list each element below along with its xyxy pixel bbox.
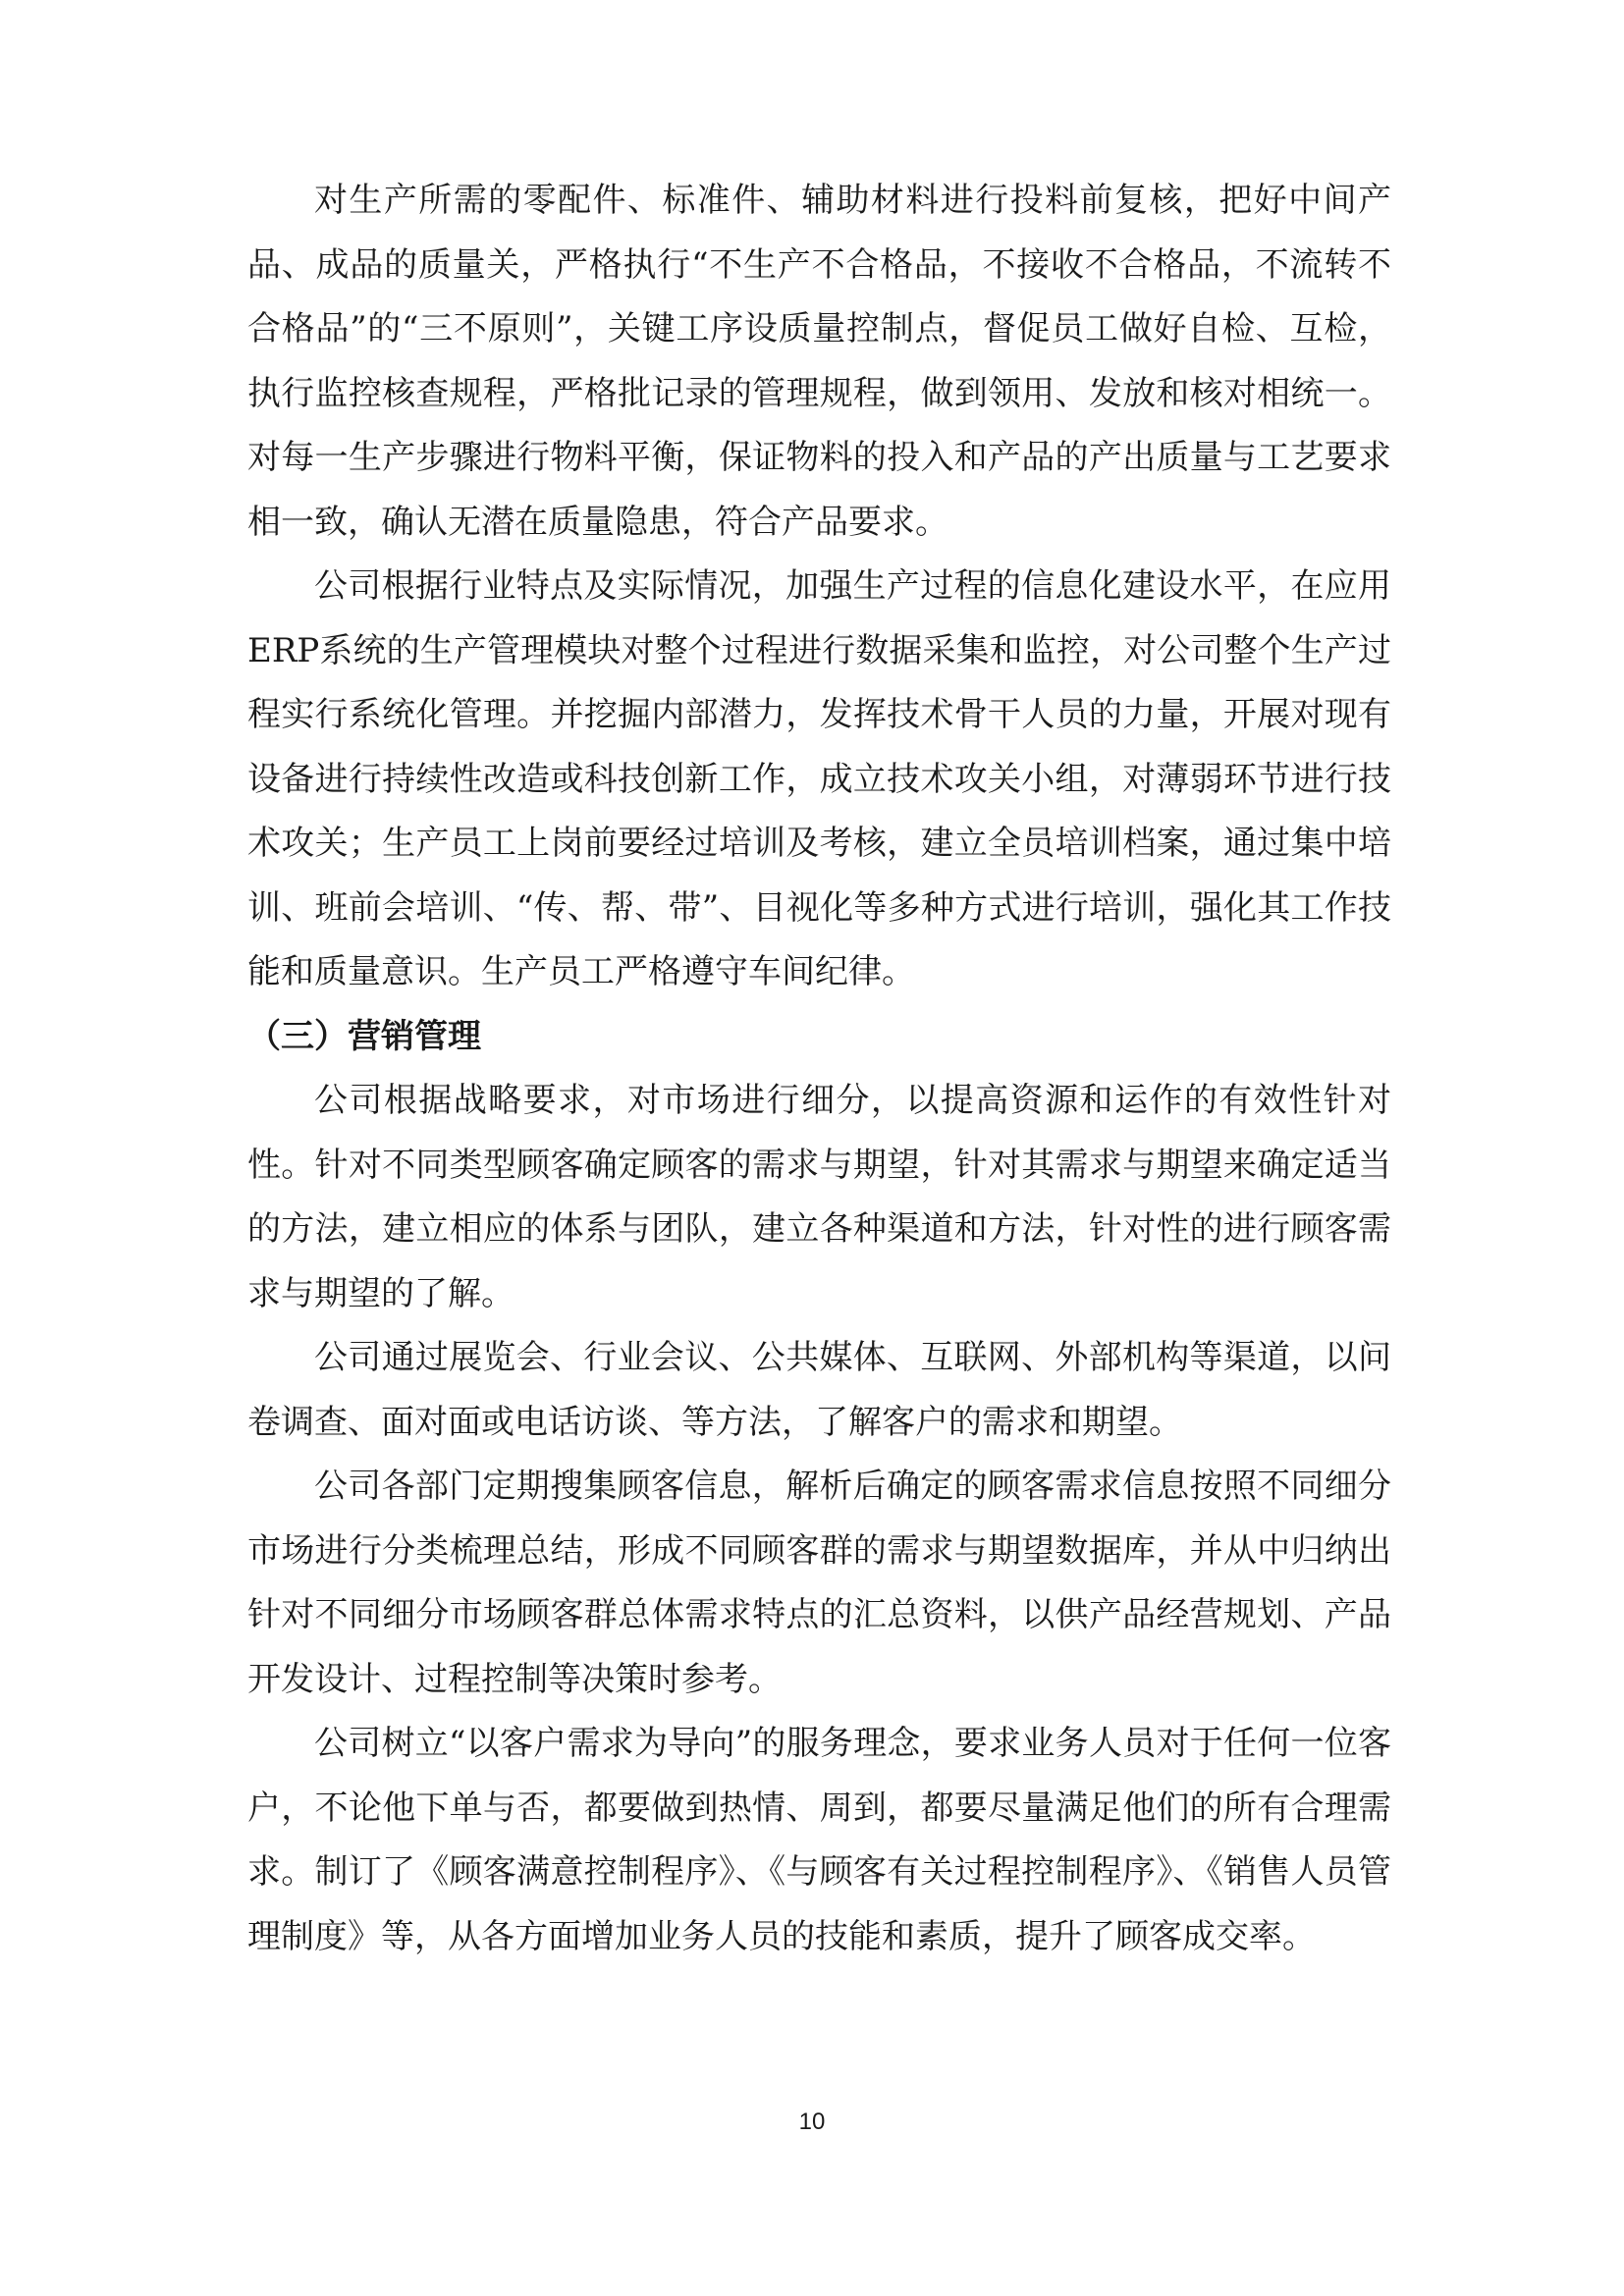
page-body	[247, 169, 1391, 1969]
paragraph-market-segmentation: 公司根据战略要求，对市场进行细分，以提高资源和运作的有效性针对性。针对不同类型顾客确定顾客的需求与期望，针对其需求与期望来确定适当的方法，建立相应的体系与团队，建立各种渠道和方法，针对性的进行顾客需求与期望的了解。	[247, 1081, 1391, 1313]
paragraph-customer-channels: 公司通过展览会、行业会议、公共媒体、互联网、外部机构等渠道，以问卷调查、面对面或电话访谈、等方法，了解客户的需求和期望。	[247, 1338, 1391, 1442]
paragraph-production-informatization: 公司根据行业特点及实际情况，加强生产过程的信息化建设水平，在应用ERP系统的生产管理模块对整个过程进行数据采集和监控，对公司整个生产过程实行系统化管理。并挖掘内部潜力，发挥技术骨干人员的力量，开展对现有设备进行持续性改造或科技创新工作，成立技术攻关小组，对薄弱环节进行技术攻关；生产员工上岗前要经过培训及考核，建立全员培训档案，通过集中培训、班前会培训、“传、帮、带”、目视化等多种方式进行培训，强化其工作技能和质量意识。生产员工严格遵守车间纪律。	[247, 566, 1391, 991]
paragraph-service-philosophy: 公司树立“以客户需求为导向”的服务理念，要求业务人员对于任何一位客户，不论他下单与否，都要做到热情、周到，都要尽量满足他们的所有合理需求。制订了《顾客满意控制程序》、《与顾客有关过程控制程序》、《销售人员管理制度》等，从各方面增加业务人员的技能和素质，提升了顾客成交率。	[247, 1724, 1391, 1956]
page-number: 10	[798, 2109, 826, 2135]
paragraph-customer-information: 公司各部门定期搜集顾客信息，解析后确定的顾客需求信息按照不同细分市场进行分类梳理总结，形成不同顾客群的需求与期望数据库，并从中归纳出针对不同细分市场顾客群总体需求特点的汇总资料，以供产品经营规划、产品开发设计、过程控制等决策时参考。	[247, 1467, 1391, 1699]
paragraph-material-inspection: 对生产所需的零配件、标准件、辅助材料进行投料前复核，把好中间产品、成品的质量关，严格执行“不生产不合格品，不接收不合格品，不流转不合格品”的“三不原则”，关键工序设质量控制点，督促员工做好自检、互检，执行监控核查规程，严格批记录的管理规程，做到领用、发放和核对相统一。对每一生产步骤进行物料平衡，保证物料的投入和产品的产出质量与工艺要求相一致，确认无潜在质量隐患，符合产品要求。	[247, 181, 1391, 542]
section-heading-marketing: （三）营销管理	[247, 1016, 481, 1056]
